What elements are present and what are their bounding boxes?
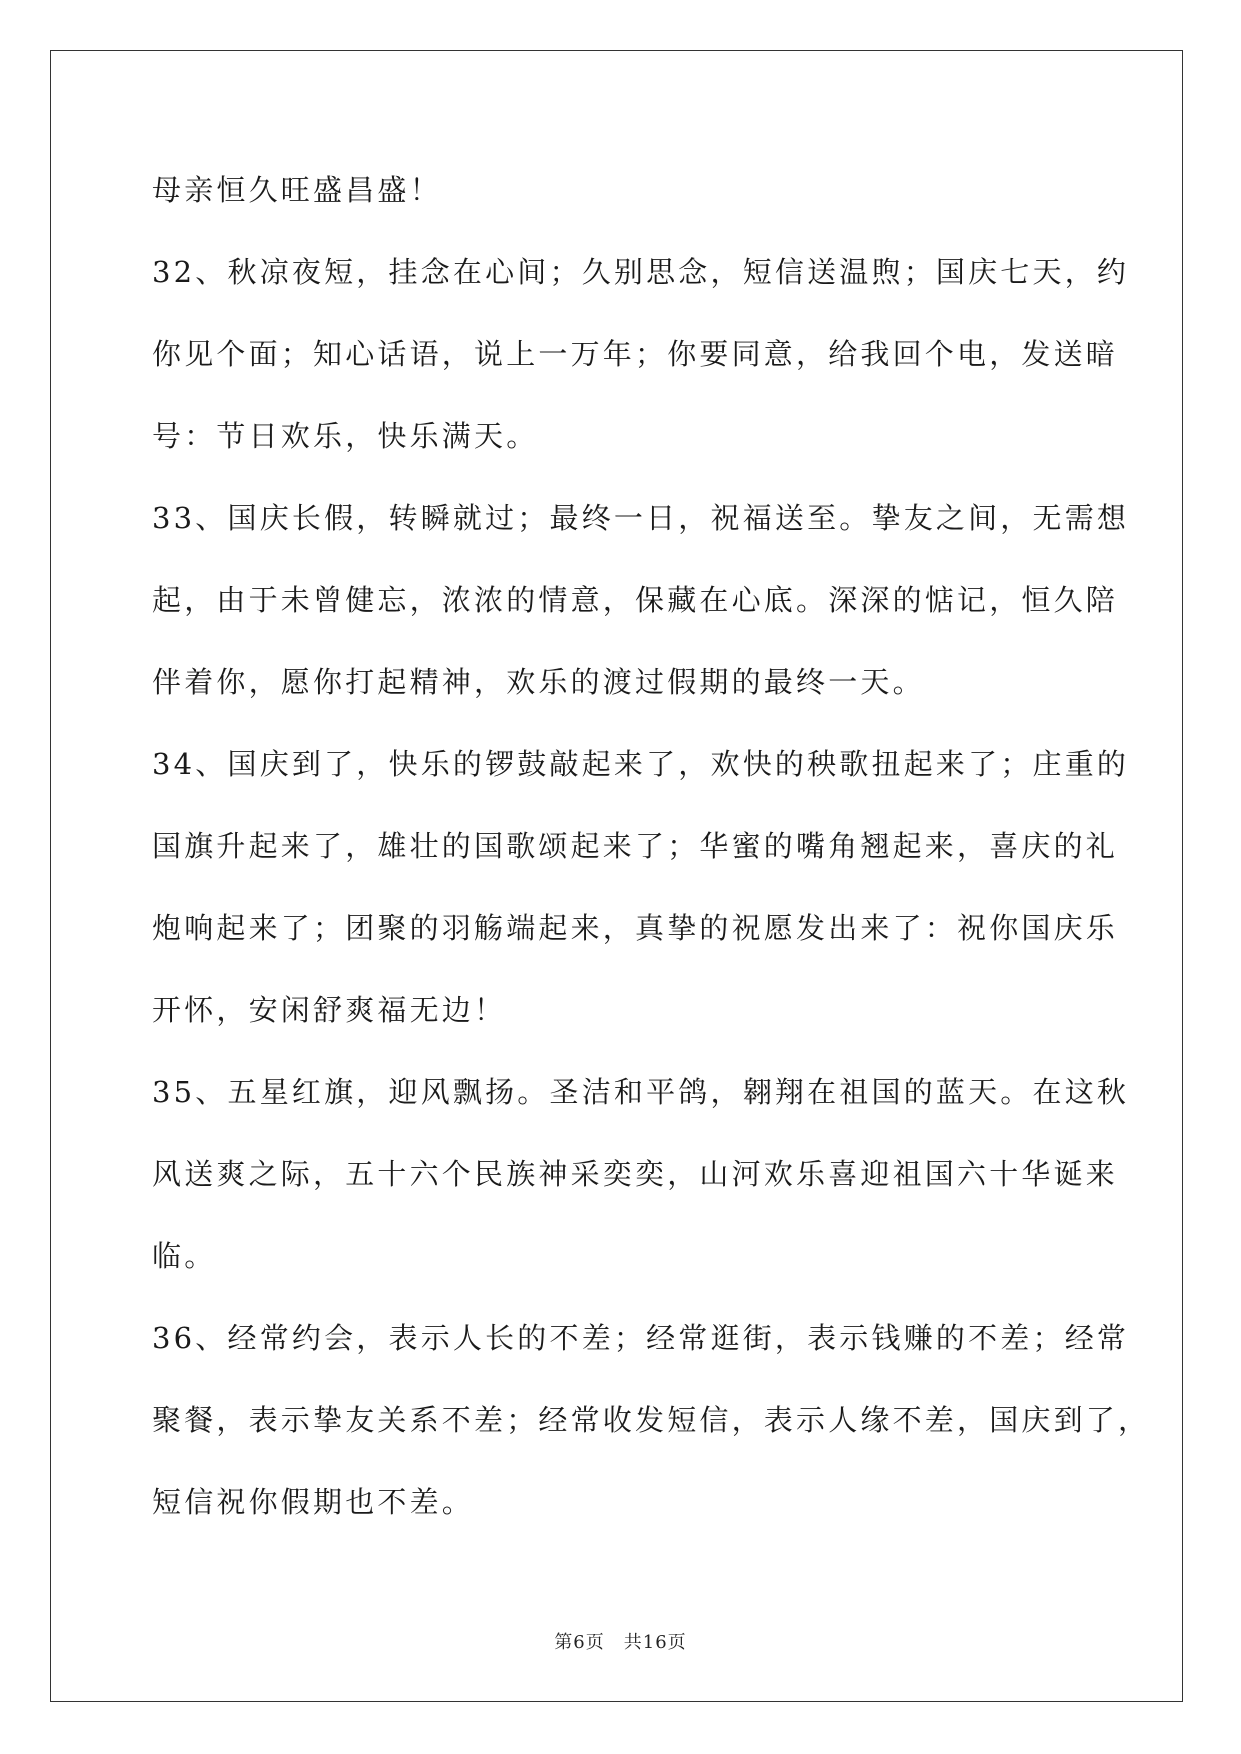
text-line: 34、国庆到了，快乐的锣鼓敲起来了，欢快的秧歌扭起来了；庄重的 bbox=[152, 747, 1130, 781]
text-line: 33、国庆长假，转瞬就过；最终一日，祝福送至。挚友之间，无需想 bbox=[152, 501, 1130, 535]
text-line: 伴着你，愿你打起精神，欢乐的渡过假期的最终一天。 bbox=[152, 665, 925, 699]
page-number-footer: 第6页 共16页 bbox=[554, 1632, 687, 1653]
text-line: 母亲恒久旺盛昌盛！ bbox=[152, 173, 442, 207]
text-line: 开怀，安闲舒爽福无边！ bbox=[152, 993, 507, 1027]
text-line: 号：节日欢乐，快乐满天。 bbox=[152, 419, 539, 453]
text-line: 起，由于未曾健忘，浓浓的情意，保藏在心底。深深的惦记，恒久陪 bbox=[152, 583, 1119, 617]
text-line: 炮响起来了；团聚的羽觞端起来，真挚的祝愿发出来了：祝你国庆乐 bbox=[152, 911, 1119, 945]
text-line: 临。 bbox=[152, 1239, 217, 1273]
text-line: 聚餐，表示挚友关系不差；经常收发短信，表示人缘不差，国庆到了， bbox=[152, 1403, 1151, 1437]
text-line: 36、经常约会，表示人长的不差；经常逛街，表示钱赚的不差；经常 bbox=[152, 1321, 1130, 1355]
text-line: 你见个面；知心话语，说上一万年；你要同意，给我回个电，发送暗 bbox=[152, 337, 1119, 371]
document-body bbox=[152, 162, 1151, 1556]
text-line: 35、五星红旗，迎风飘扬。圣洁和平鸽，翱翔在祖国的蓝天。在这秋 bbox=[152, 1075, 1130, 1109]
text-line: 32、秋凉夜短，挂念在心间；久别思念，短信送温煦；国庆七天，约 bbox=[152, 255, 1130, 289]
text-line: 短信祝你假期也不差。 bbox=[152, 1485, 475, 1519]
text-line: 风送爽之际，五十六个民族神采奕奕，山河欢乐喜迎祖国六十华诞来 bbox=[152, 1157, 1119, 1191]
text-line: 国旗升起来了，雄壮的国歌颂起来了；华蜜的嘴角翘起来，喜庆的礼 bbox=[152, 829, 1119, 863]
